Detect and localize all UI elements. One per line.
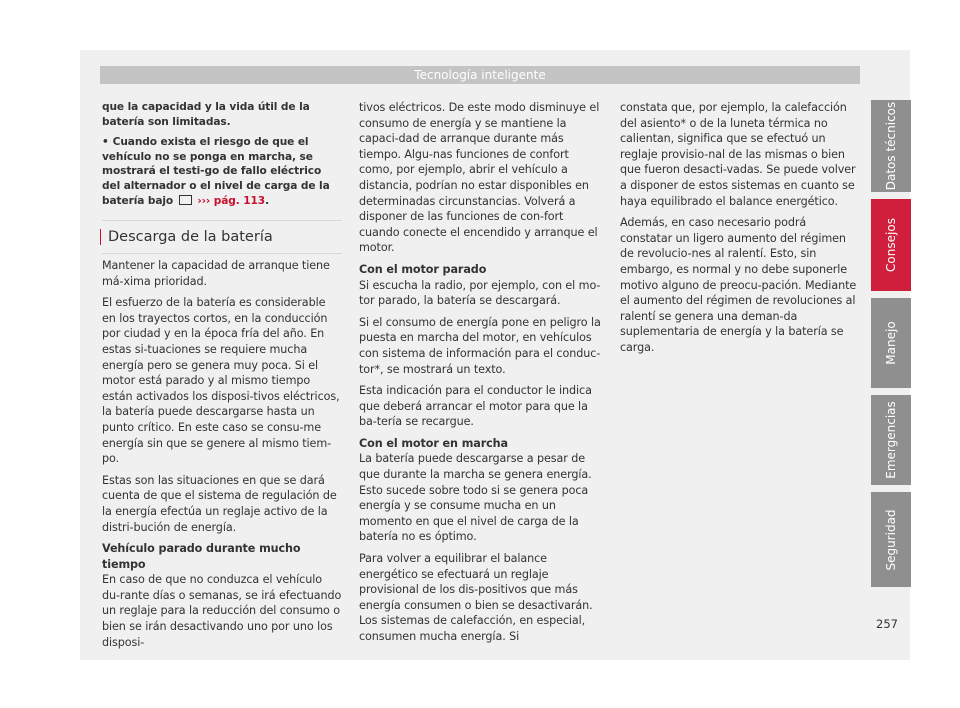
paragraph: constata que, por ejemplo, la calefacción del asiento* o de la luneta térmica no calientan, significa que se efectuó un reglaje provisio-nal de las mismas o bien que fueron desacti-vadas. Se puede volver a disponer de estos sistemas en cuanto se haya equilibrado el balance energético. (620, 101, 856, 208)
book-icon (179, 195, 192, 205)
tab-label: Consejos (884, 218, 898, 272)
tab-label: Emergencias (884, 401, 898, 479)
paragraph: En caso de que no conduzca el vehículo du-rante días o semanas, se irá efectuando un reglaje para la reducción del consumo o bien se irán desactivando uno por uno los disposi- (102, 573, 342, 649)
section-title: Descarga de la batería (108, 229, 273, 245)
section-heading (102, 220, 342, 254)
warning-text-2: Cuando exista el riesgo de que el vehículo no se ponga en marcha, se mostrará el testi-go de fallo eléctrico del alternador o el nivel de carga de la batería bajo (102, 136, 330, 207)
page-number: 257 (876, 617, 898, 631)
warning-suffix: . (265, 194, 269, 207)
column-1 (102, 258, 342, 656)
tab-seguridad[interactable] (871, 492, 911, 587)
tab-emergencias[interactable] (871, 395, 911, 485)
bullet-icon: • (102, 136, 109, 149)
column-3 (620, 100, 860, 362)
paragraph: Estas son las situaciones en que se dará cuenta de que el sistema de regulación de la energía efectúa un reglaje activo de la distri-bución de energía. (102, 473, 337, 534)
warning-box (102, 100, 342, 214)
tab-label: Datos técnicos (884, 101, 898, 191)
paragraph: Si escucha la radio, por ejemplo, con el mo-tor parado, la batería se descargará. (359, 278, 601, 308)
paragraph: Esta indicación para el conductor le indica que deberá arrancar el motor para que la ba-tería se recargue. (359, 384, 592, 429)
column-2 (359, 100, 601, 651)
tab-manejo[interactable] (871, 298, 911, 388)
subheading: Con el motor en marcha (359, 436, 508, 450)
warning-text-1: que la capacidad y la vida útil de la batería son limitadas. (102, 101, 310, 128)
arrow-icon: ››› (197, 194, 211, 207)
warning-item (102, 135, 342, 208)
subheading: Vehículo parado durante mucho tiempo (102, 542, 301, 571)
paragraph: Si el consumo de energía pone en peligro la puesta en marcha del motor, en vehículos con sistema de información para el conduc-tor*, se mostrará un texto. (359, 315, 601, 376)
heading-accent (100, 229, 101, 245)
tab-consejos[interactable] (871, 199, 911, 291)
paragraph: Mantener la capacidad de arranque tiene má-xima prioridad. (102, 259, 330, 288)
tab-label: Seguridad (884, 508, 898, 571)
paragraph: El esfuerzo de la batería es considerable en los trayectos cortos, en la conducción por ciudad y en la época fría del año. En estas si-tuaciones se requiere mucha energía pero se genera muy poca. Si el motor está parado y al mismo tiempo están activados los disposi-tivos eléctricos, la batería puede descargarse hasta un punto crítico. En este caso se consu-me energía sin que se genere al mismo tiem-po. (102, 296, 340, 466)
paragraph: Además, en caso necesario podrá constatar un ligero aumento del régimen de revolucio-nes al ralentí. Esto, sin embargo, es normal y no debe suponerle motivo alguno de preocu-pación. Mediante el aumento del régimen de revoluciones al ralentí se genera una deman-da suplementaria de energía y la batería se carga. (620, 216, 857, 354)
header-title: Tecnología inteligente (414, 68, 546, 82)
running-header (100, 66, 860, 84)
paragraph: tivos eléctricos. De este modo disminuye el consumo de energía y se mantiene la capaci-dad de arranque durante más tiempo. Algu-nas funciones de confort como, por ejemplo, abrir el vehículo a distancia, podrían no estar disponibles en determinadas circunstancias. Volverá a disponer de las funciones de con-fort cuando conecte el encendido y arranque el motor. (359, 101, 600, 255)
page-reference-link[interactable]: pág. 113 (213, 194, 266, 207)
paragraph: La batería puede descargarse a pesar de que durante la marcha se genera energía. Esto sucede sobre todo si se genera poca energía y se consume mucha en un momento en que el nivel de carga de la batería no es óptimo. (359, 452, 592, 544)
tab-datos-tecnicos[interactable] (871, 100, 911, 192)
paragraph: Para volver a equilibrar el balance energético se efectuará un reglaje provisional de los dis-positivos que más energía consumen o bien se desactivarán. Los sistemas de calefacción, en especial, consumen mucha energía. Si (359, 552, 593, 643)
subheading: Con el motor parado (359, 262, 487, 276)
tab-label: Manejo (884, 321, 898, 365)
